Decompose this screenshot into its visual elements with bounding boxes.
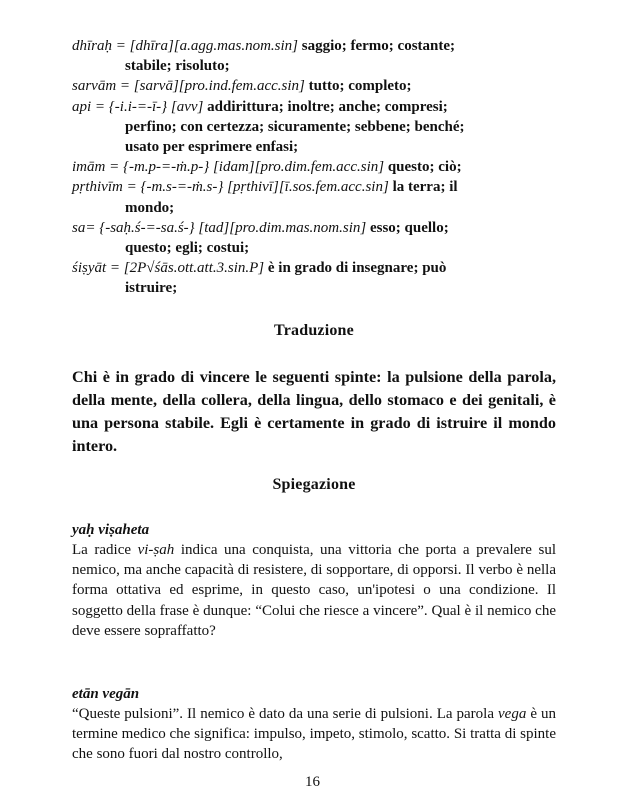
glossary-definition: questo; ciò;	[384, 159, 462, 176]
section-paragraph	[72, 540, 556, 641]
glossary-definition: addirittura; inoltre; anche; compresi;	[203, 98, 448, 115]
explanation-section	[72, 520, 556, 641]
glossary-entry	[72, 177, 556, 217]
glossary-definition-continued: usato per esprimere enfasi;	[125, 139, 299, 156]
glossary-entry	[72, 76, 556, 96]
paragraph-text: La radice	[72, 542, 138, 558]
glossary-definition-continued: mondo;	[125, 199, 175, 216]
glossary-entry	[72, 36, 556, 76]
section-paragraph	[72, 704, 556, 765]
glossary-term: imām = {-m.p-=-ṁ.p-} [idam][pro.dim.fem.acc.sin]	[72, 159, 385, 176]
glossary-entry	[72, 157, 556, 177]
paragraph-text: indica una conquista, una vittoria che porta a prevalere sul nemico, ma anche capacità di resistere, di sopportare, di opporsi. Il verbo è nella forma ottativa ed esprime, in questo caso, un'ipotesi o una condizione. Il soggetto della frase è dunque: “Colui che riesce a vincere”. Qual è il nemico che deve essere sopraffatto?	[72, 542, 556, 639]
section-subheading: yaḥ viṣaheta	[72, 522, 150, 538]
sanskrit-term: vega	[498, 706, 527, 722]
glossary-entry	[72, 97, 556, 158]
glossary-definition: tutto; completo;	[304, 78, 412, 95]
glossary-definition: la terra; il	[388, 179, 458, 196]
glossary-term: sarvām = [sarvā][pro.ind.fem.acc.sin]	[72, 78, 305, 95]
glossary-term: sa= {-saḥ.ś-=-sa.ś-} [tad][pro.dim.mas.nom.sin]	[72, 219, 367, 236]
page	[72, 36, 556, 763]
glossary-term: pṛthivīm = {-m.s-=-ṁ.s-} [pṛthivī][ī.sos.fem.acc.sin]	[72, 179, 389, 196]
paragraph-text: è un termine medico che significa: impulso, impeto, stimolo, scatto. Si tratta di spinte che sono fuori dal nostro controllo,	[72, 706, 556, 763]
translation-heading: Traduzione	[274, 322, 354, 339]
glossary-definition: è in grado di insegnare; può	[264, 260, 447, 277]
glossary-definition-continued: stabile; risoluto;	[125, 58, 230, 75]
section-subheading: etān vegān	[72, 686, 140, 702]
glossary-term: śiṣyāt = [2P√śās.ott.att.3.sin.P]	[72, 260, 265, 277]
glossary	[72, 36, 556, 299]
glossary-definition-continued: perfino; con certezza; sicuramente; sebbene; benché;	[125, 118, 465, 135]
translation-text: Chi è in grado di vincere le seguenti spinte: la pulsione della parola, della mente, della collera, della lingua, dello stomaco e dei genitali, è una persona stabile. Egli è certamente in grado di istruire il mondo intero.	[72, 368, 556, 455]
glossary-term: api = {-i.i-=-ī-} [avv]	[72, 98, 204, 115]
glossary-term: dhīraḥ = [dhīra][a.agg.mas.nom.sin]	[72, 38, 298, 54]
glossary-definition-continued: istruire;	[125, 280, 178, 297]
page-number: 16	[305, 774, 320, 790]
glossary-definition: esso; quello;	[366, 219, 449, 236]
explanation-heading: Spiegazione	[272, 476, 356, 493]
glossary-entry	[72, 218, 556, 258]
glossary-entry	[72, 258, 556, 298]
explanation-section	[72, 684, 556, 765]
sanskrit-term: vi-ṣah	[137, 542, 175, 558]
glossary-definition-continued: questo; egli; costui;	[125, 240, 250, 257]
paragraph-text: “Queste pulsioni”. Il nemico è dato da una serie di pulsioni. La parola	[72, 706, 498, 722]
glossary-definition: saggio; fermo; costante;	[298, 38, 456, 54]
